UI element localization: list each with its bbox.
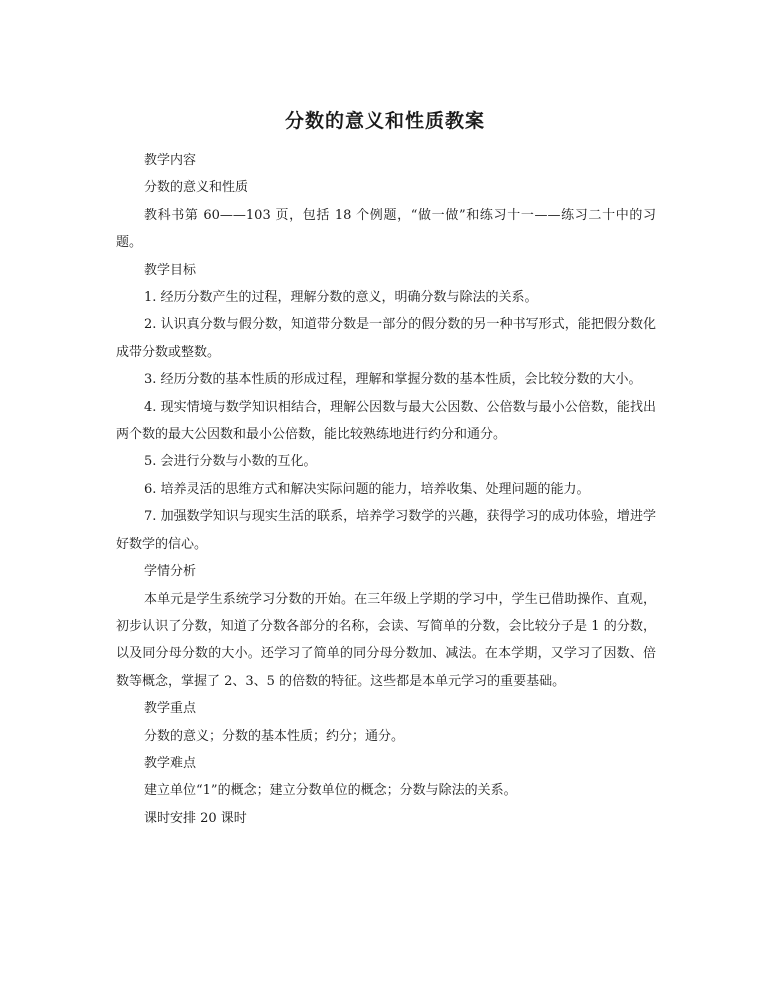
goal-item-5: 5. 会进行分数与小数的互化。 bbox=[144, 454, 317, 470]
paragraph-difficulties: 建立单位“1”的概念；建立分数单位的概念；分数与除法的关系。 bbox=[144, 783, 517, 799]
heading-teaching-goals: 教学目标 bbox=[144, 262, 197, 278]
heading-teaching-content: 教学内容 bbox=[144, 153, 197, 168]
goal-item-2: 2. 认识真分数与假分数，知道带分数是一部分的假分数的另一种书写形式，能把假分数化成带分数或整数。 bbox=[116, 317, 656, 360]
paragraph-learner-analysis: 本单元是学生系统学习分数的开始。在三年级上学期的学习中，学生已借助操作、直观，初步认识了分数，知道了分数各部分的名称，会读、写简单的分数，会比较分子是 1 的分数，以及同分母分数的大小。还学习了简单的同分母分数加、减法。在本学期，又学习了因数、倍数等概念，掌握了 2、3、5 的倍数的特征。这些都是本单元学习的重要基础。 bbox=[116, 591, 656, 689]
document-title: 分数的意义和性质教案 bbox=[284, 110, 485, 132]
heading-key-points: 教学重点 bbox=[144, 701, 197, 717]
goal-item-3: 3. 经历分数的基本性质的形成过程，理解和掌握分数的基本性质，会比较分数的大小。 bbox=[144, 372, 642, 388]
goal-item-6: 6. 培养灵活的思维方式和解决实际问题的能力，培养收集、处理问题的能力。 bbox=[144, 481, 590, 497]
goal-item-1: 1. 经历分数产生的过程，理解分数的意义，明确分数与除法的关系。 bbox=[144, 290, 538, 306]
paragraph-key-points: 分数的意义；分数的基本性质；约分；通分。 bbox=[144, 728, 405, 744]
paragraph-class-hours: 课时安排 20 课时 bbox=[144, 810, 247, 826]
paragraph-unit-name: 分数的意义和性质 bbox=[144, 180, 249, 196]
heading-difficulties: 教学难点 bbox=[144, 755, 197, 771]
paragraph-textbook-pages: 教科书第 60——103 页，包括 18 个例题，“做一做”和练习十一——练习二十中的习题。 bbox=[116, 207, 656, 251]
heading-learner-analysis: 学情分析 bbox=[144, 564, 197, 580]
document-body bbox=[116, 147, 656, 832]
goal-item-7: 7. 加强数学知识与现实生活的联系，培养学习数学的兴趣，获得学习的成功体验，增进学好数学的信心。 bbox=[116, 509, 656, 552]
goal-item-4: 4. 现实情境与数学知识相结合，理解公因数与最大公因数、公倍数与最小公倍数，能找出两个数的最大公因数和最小公倍数，能比较熟练地进行约分和通分。 bbox=[116, 399, 656, 443]
